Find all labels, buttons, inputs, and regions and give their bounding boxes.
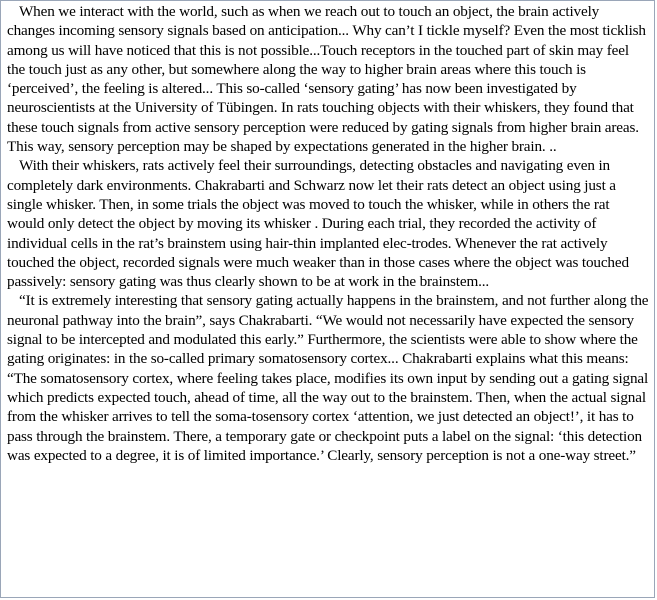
paragraph-sensory-gating-intro: When we interact with the world, such as when we reach out to touch an object, the brain actively changes incoming sensory signals based on anticipation... Why can’t I tickle myself? Even the most ticklish among us will have noticed that this is not possible...Touch receptors in the touched part of skin may feel the touch just as any other, but somewhere along the way to higher brain areas where this touch is ‘perceived’, the feeling is altered... This so-called ‘sensory gating’ has now been investigated by neuroscientists at the University of Tübingen. In rats touching objects with their whiskers, they found that these touch signals from active sensory perception were reduced by gating signals from higher brain areas. This way, sensory perception may be shaped by expectations generated in the higher brain. .. — [7, 3, 646, 156]
document-body — [7, 2, 650, 465]
paragraph-chakrabarti-quote: “It is extremely interesting that sensory gating actually happens in the brainstem, and not further along the neuronal pathway into the brain”, says Chakrabarti. “We would not necessarily have expected the sensory signal to be intercepted and modulated this early.” Furthermore, the scientists were able to show where the gating originates: in the so-called primary somatosensory cortex... Chakrabarti explains what this means: “The somatosensory cortex, where feeling takes place, modifies its own input by sending out a gating signal which predicts expected touch, ahead of time, all the way out to the brainstem. Then, when the actual signal from the whisker arrives to tell the soma-tosensory cortex ‘attention, we just detected an object!’, it has to pass through the brainstem. There, a temporary gate or checkpoint puts a label on the signal: ‘this detection was expected to a degree, it is of limited importance.’ Clearly, sensory perception is not a one-way street.” — [7, 292, 649, 464]
paragraph-whisker-experiment: With their whiskers, rats actively feel their surroundings, detecting obstacles and navigating even in completely dark environments. Chakrabarti and Schwarz now let their rats detect an object using just a single whisker. Then, in some trials the object was moved to touch the whisker, while in others the rat would only detect the object by moving its whisker . During each trial, they recorded the activity of individual cells in the rat’s brainstem using hair-thin implanted elec-trodes. Whenever the rat actively touched the object, recorded signals were much weaker than in those cases where the object was touched passively: sensory gating was thus clearly shown to be at work in the brainstem... — [7, 157, 629, 291]
